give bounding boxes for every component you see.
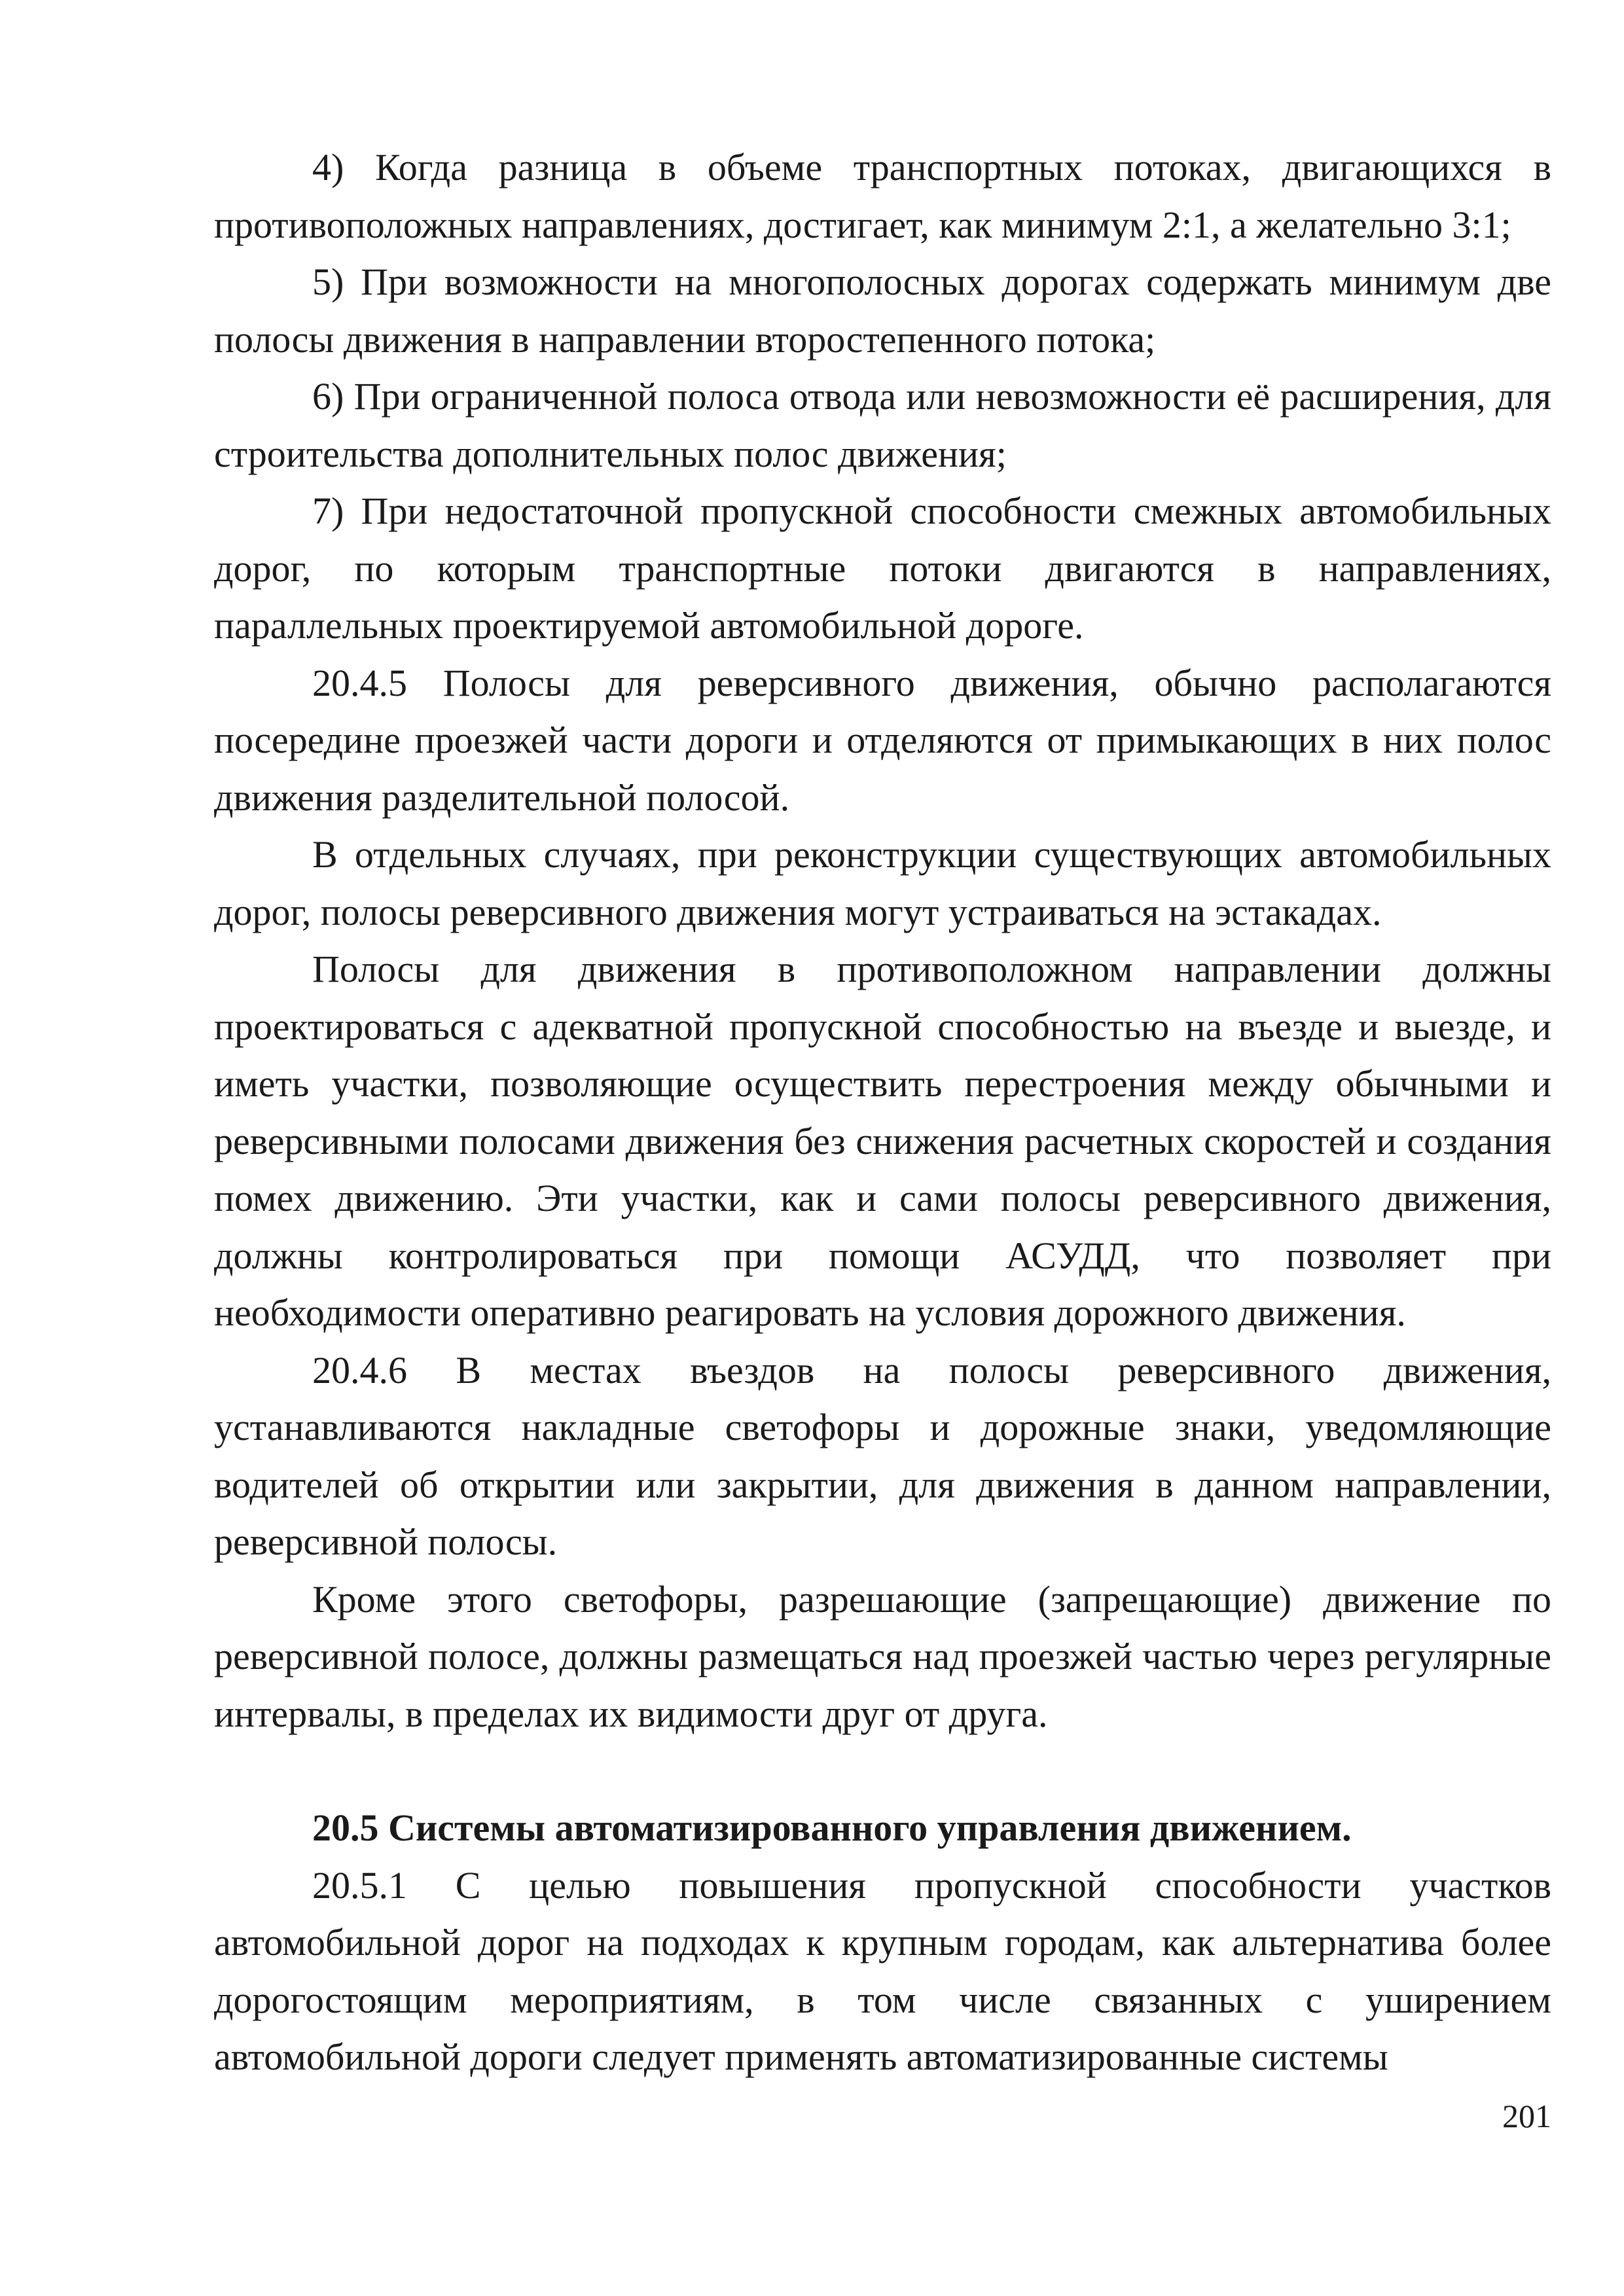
paragraph-item-5: 5) При возможности на многополосных дорогах содержать минимум две полосы движения в направлении второстепенного потока; [214,260,1551,361]
paragraph-item-4: 4) Когда разница в объеме транспортных потоках, двигающихся в противоположных направлениях, достигает, как минимум 2:1, а желательно 3:1; [214,146,1551,246]
paragraph-item-6: 6) При ограниченной полоса отвода или невозможности её расширения, для строительства дополнительных полос движения; [214,375,1551,475]
paragraph-20-4-6: 20.4.6 В местах въездов на полосы реверсивного движения, устанавливаются накладные светофоры и дорожные знаки, уведомляющие водителей об открытии или закрытии, для движения в данном направлении, реверсивной полосы. [214,1348,1551,1563]
paragraph-traffic-lights: Кроме этого светофоры, разрешающие (запрещающие) движение по реверсивной полосе, должны размещаться над проезжей частью через регулярные интервалы, в пределах их видимости друг от друга. [214,1577,1551,1735]
paragraph-overpass: В отдельных случаях, при реконструкции существующих автомобильных дорог, полосы реверсивного движения могут устраиваться на эстакадах. [214,833,1551,933]
section-heading-20-5: 20.5 Системы автоматизированного управления движением. [312,1806,1352,1849]
paragraph-opposite-lanes: Полосы для движения в противоположном направлении должны проектироваться с адекватной пропускной способностью на въезде и выезде, и иметь участки, позволяющие осуществить перестроения между обычными и реверсивными полосами движения без снижения расчетных скоростей и создания помех движению. Эти участки, как и сами полосы реверсивного движения, должны контролироваться при помощи АСУДД, что позволяет при необходимости оперативно реагировать на условия дорожного движения. [214,948,1551,1334]
paragraph-item-7: 7) При недостаточной пропускной способности смежных автомобильных дорог, по которым транспортные потоки двигаются в направлениях, параллельных проектируемой автомобильной дороге. [214,490,1551,647]
paragraph-20-5-1: 20.5.1 С целью повышения пропускной способности участков автомобильной дорог на подходах к крупным городам, как альтернатива более дорогостоящим мероприятиям, в том числе связанных с уширением автомобильной дороги следует применять автоматизированные системы [214,1863,1551,2078]
page-body [214,139,1551,2086]
page-number: 201 [1502,2098,1551,2134]
paragraph-20-4-5: 20.4.5 Полосы для реверсивного движения, обычно располагаются посередине проезжей части дороги и отделяются от примыкающих в них полос движения разделительной полосой. [214,661,1551,819]
